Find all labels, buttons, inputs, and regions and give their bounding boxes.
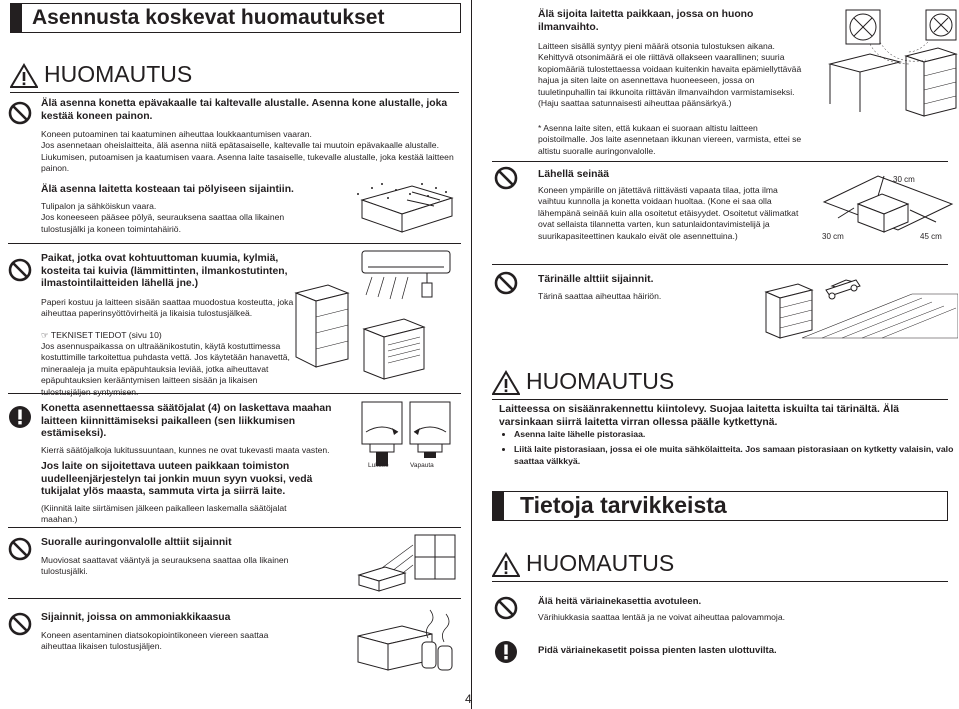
caution-bullet-list (500, 428, 959, 470)
clearance-left-label: 30 cm (822, 232, 844, 241)
caution-title: HUOMAUTUS (526, 550, 675, 576)
clearance-top-label: 30 cm (893, 175, 915, 184)
warning-triangle-icon (492, 552, 520, 578)
prohibited-icon (494, 271, 518, 295)
warning-note: * Asenna laite siten, että kukaan ei suoraan altistu laitteen poistoilmalle. Jos laite asennetaan ikkunan viereen, varmista, ettei se altistu suoralle auringonvalolle. (538, 123, 802, 156)
warning-heading: Pidä väriainekasetit poissa pienten lasten ulottuvilta. (538, 645, 777, 656)
divider (492, 264, 948, 265)
section-title-supplies (492, 491, 948, 521)
warning-heading: Paikat, jotka ovat kohtuuttoman kuumia, kylmiä, kosteita tai kuivia (lämmittinten, ilmankostutinten, ilmastointilaitteiden lähellä jne.) (41, 253, 288, 289)
caution-header (10, 60, 459, 93)
warning-heading: Tärinälle alttiit sijainnit. (538, 274, 654, 285)
mandatory-action-icon (494, 640, 518, 664)
column-divider (471, 0, 472, 709)
ammonia-gas-illustration (352, 606, 460, 678)
divider (492, 161, 948, 162)
vibration-illustration (762, 268, 958, 342)
warning-text: Laitteen sisällä syntyy pieni määrä otsonia tulostuksen aikana. Kehittyvä otsonimäärä ei ole riittävä ollakseen vaarallinen; suuria kopiomääriä tulostettaessa voidaan kuitenkin havaita epämiellyttävää hajua ja siten laite on asennettava huoneeseen, jossa on tuuletinpuhallin tai ikkunoita riittävän ilmanvaihdon varmistamiseksi. (Haju saattaa satunnaisesti aiheuttaa päänsärkyä.) (538, 41, 802, 109)
warning-heading: Suoralle auringonvalolle alttiit sijainnit (41, 537, 232, 548)
warning-heading: Sijainnit, joissa on ammoniakkikaasua (41, 612, 231, 623)
warning-triangle-icon (10, 63, 38, 89)
sunlight-window-illustration (355, 533, 459, 593)
caution-title: HUOMAUTUS (526, 368, 675, 394)
prohibited-icon (8, 258, 32, 282)
divider (8, 598, 461, 599)
warning-text: Tulipalon ja sähköiskun vaara. Jos koneeseen pääsee pölyä, seurauksena saattaa olla likainen tulostusjälki ja koneen toimintahäiriö. (41, 201, 285, 234)
warning-text: Kierrä säätöjalkoja lukitussuuntaan, kunnes ne ovat tukevasti maata vasten. (41, 445, 330, 455)
ventilation-fan-illustration (810, 4, 958, 120)
lock-label: Lukitse (368, 462, 389, 469)
dusty-machine-illustration (352, 180, 460, 240)
clearance-right-label: 45 cm (920, 232, 942, 241)
warning-heading: Älä asenna laitetta kosteaan tai pölyiseen sijaintiin. (41, 184, 294, 195)
section-title-text: Tietoja tarvikkeista (520, 492, 727, 518)
warning-text: Koneen asentaminen diatsokopiointikoneen viereen saattaa aiheuttaa likaisen tulostusjäljen. (41, 630, 269, 652)
warning-heading: Lähellä seinää (538, 169, 610, 180)
warning-text: Muoviosat saattavat vääntyä ja seurauksena saattaa olla likainen tulostusjälki. (41, 555, 289, 577)
section-title-text: Asennusta koskevat huomautukset (32, 6, 385, 29)
caution-header (492, 549, 948, 582)
prohibited-icon (8, 612, 32, 636)
warning-heading: Älä asenna konetta epävakaalle tai kaltevalle alustalle. Asenna kone alustalle, joka kestää koneen painon. (41, 98, 448, 122)
warning-text: Koneen putoaminen tai kaatuminen aiheuttaa loukkaantumisen vaaran. Jos asennetaan oheislaitteita, älä asenna niitä epätasaiselle, kaltevalle tai muutoin epävakaalle alustalle. Liukumisen, putoamisen ja kaatumisen vaara. Asenna laite tasaiselle, tukevalle alustalle, joka kestää laitteen painon. (41, 129, 454, 174)
divider (8, 243, 461, 244)
divider (8, 393, 461, 394)
warning-text: Koneen ympärille on jätettävä riittävästi vapaata tilaa, jotta ilma vaihtuu kunnolla ja konetta voidaan huoltaa. (Kone ei saa olla lähempänä seinää kuin alla osoitetut etäisyydet. Osoitetut välimatkat ovat sellaista tilannetta varten, kun satunlaidontavimistelijä ja suurikapasiteettinen kaukalo eivät ole asennettuina.) (538, 185, 799, 241)
mandatory-action-icon (8, 405, 32, 429)
caution-text: Laitteessa on sisäänrakennettu kiintolevy. Suojaa laitetta iskuilta tai tärinältä. Älä varsinkaan siirrä laitetta virran ollessa päälle kytkettynä. (499, 404, 899, 428)
prohibited-icon (8, 101, 32, 125)
reference-link[interactable]: ☞ TEKNISET TIEDOT (sivu 10) (41, 330, 162, 340)
list-item: • Asenna laite lähelle pistorasiaa. (514, 428, 959, 441)
caution-title: HUOMAUTUS (44, 61, 193, 87)
warning-heading: Älä heitä väriainekasettia avotuleen. (538, 596, 702, 607)
release-label: Vapauta (410, 462, 434, 469)
prohibited-icon (494, 596, 518, 620)
warning-text: Värihiukkasia saattaa lentää ja ne voivat aiheuttaa palovammoja. (538, 612, 785, 622)
section-title-installation (10, 3, 461, 33)
warning-heading: Jos laite on sijoitettava uuteen paikkaan toimiston uudelleenjärjestelyn tai jonkin muun syyn vuoksi, vedä tukijalat ylös maasta, sammuta virta ja siirrä laite. (41, 461, 313, 497)
warning-heading: Älä sijoita laitetta paikkaan, jossa on huono ilmanvaihto. (538, 9, 754, 33)
list-item: • Liitä laite pistorasiaan, jossa ei ole muita sähkölaitteita. Jos samaan pistorasiaan on kytketty valaisin, valo saattaa välkkyä. (514, 443, 959, 468)
warning-text: Jos asennuspaikassa on ultraäänikostutin, käytä kostuttimessa kostuttimille tarkoitettua puhdasta vettä. Jos käytetään hanavettä, mineraaleja ja muita epäpuhtauksia leviää, jotka aiheuttavat epäpuhtauksien kerääntymisen laitteen sisään ja likaisen tulostusjäljen syntymisen. (41, 341, 290, 397)
caution-header (492, 367, 948, 400)
warning-text: (Kiinnitä laite siirtämisen jälkeen paikalleen laskemalla säätöjalat maahan.) (41, 503, 287, 525)
prohibited-icon (494, 166, 518, 190)
divider (8, 527, 461, 528)
heater-humidifier-illustration (292, 247, 460, 397)
warning-text: Tärinä saattaa aiheuttaa häiriön. (538, 291, 662, 301)
warning-triangle-icon (492, 370, 520, 396)
wall-clearance-diagram (818, 168, 958, 254)
warning-heading: Konetta asennettaessa säätöjalat (4) on laskettava maahan laitteen kiinnittämiseksi paikalleen (sen liikkumisen estämiseksi). (41, 403, 332, 439)
prohibited-icon (8, 537, 32, 561)
page-number: 4 (465, 692, 472, 706)
warning-text: Paperi kostuu ja laitteen sisään saattaa muodostua kosteutta, joka aiheuttaa paperinsyöttövirheitä ja likaisia tulostusjälkeä. (41, 297, 294, 319)
adjuster-foot-illustration (352, 398, 460, 488)
